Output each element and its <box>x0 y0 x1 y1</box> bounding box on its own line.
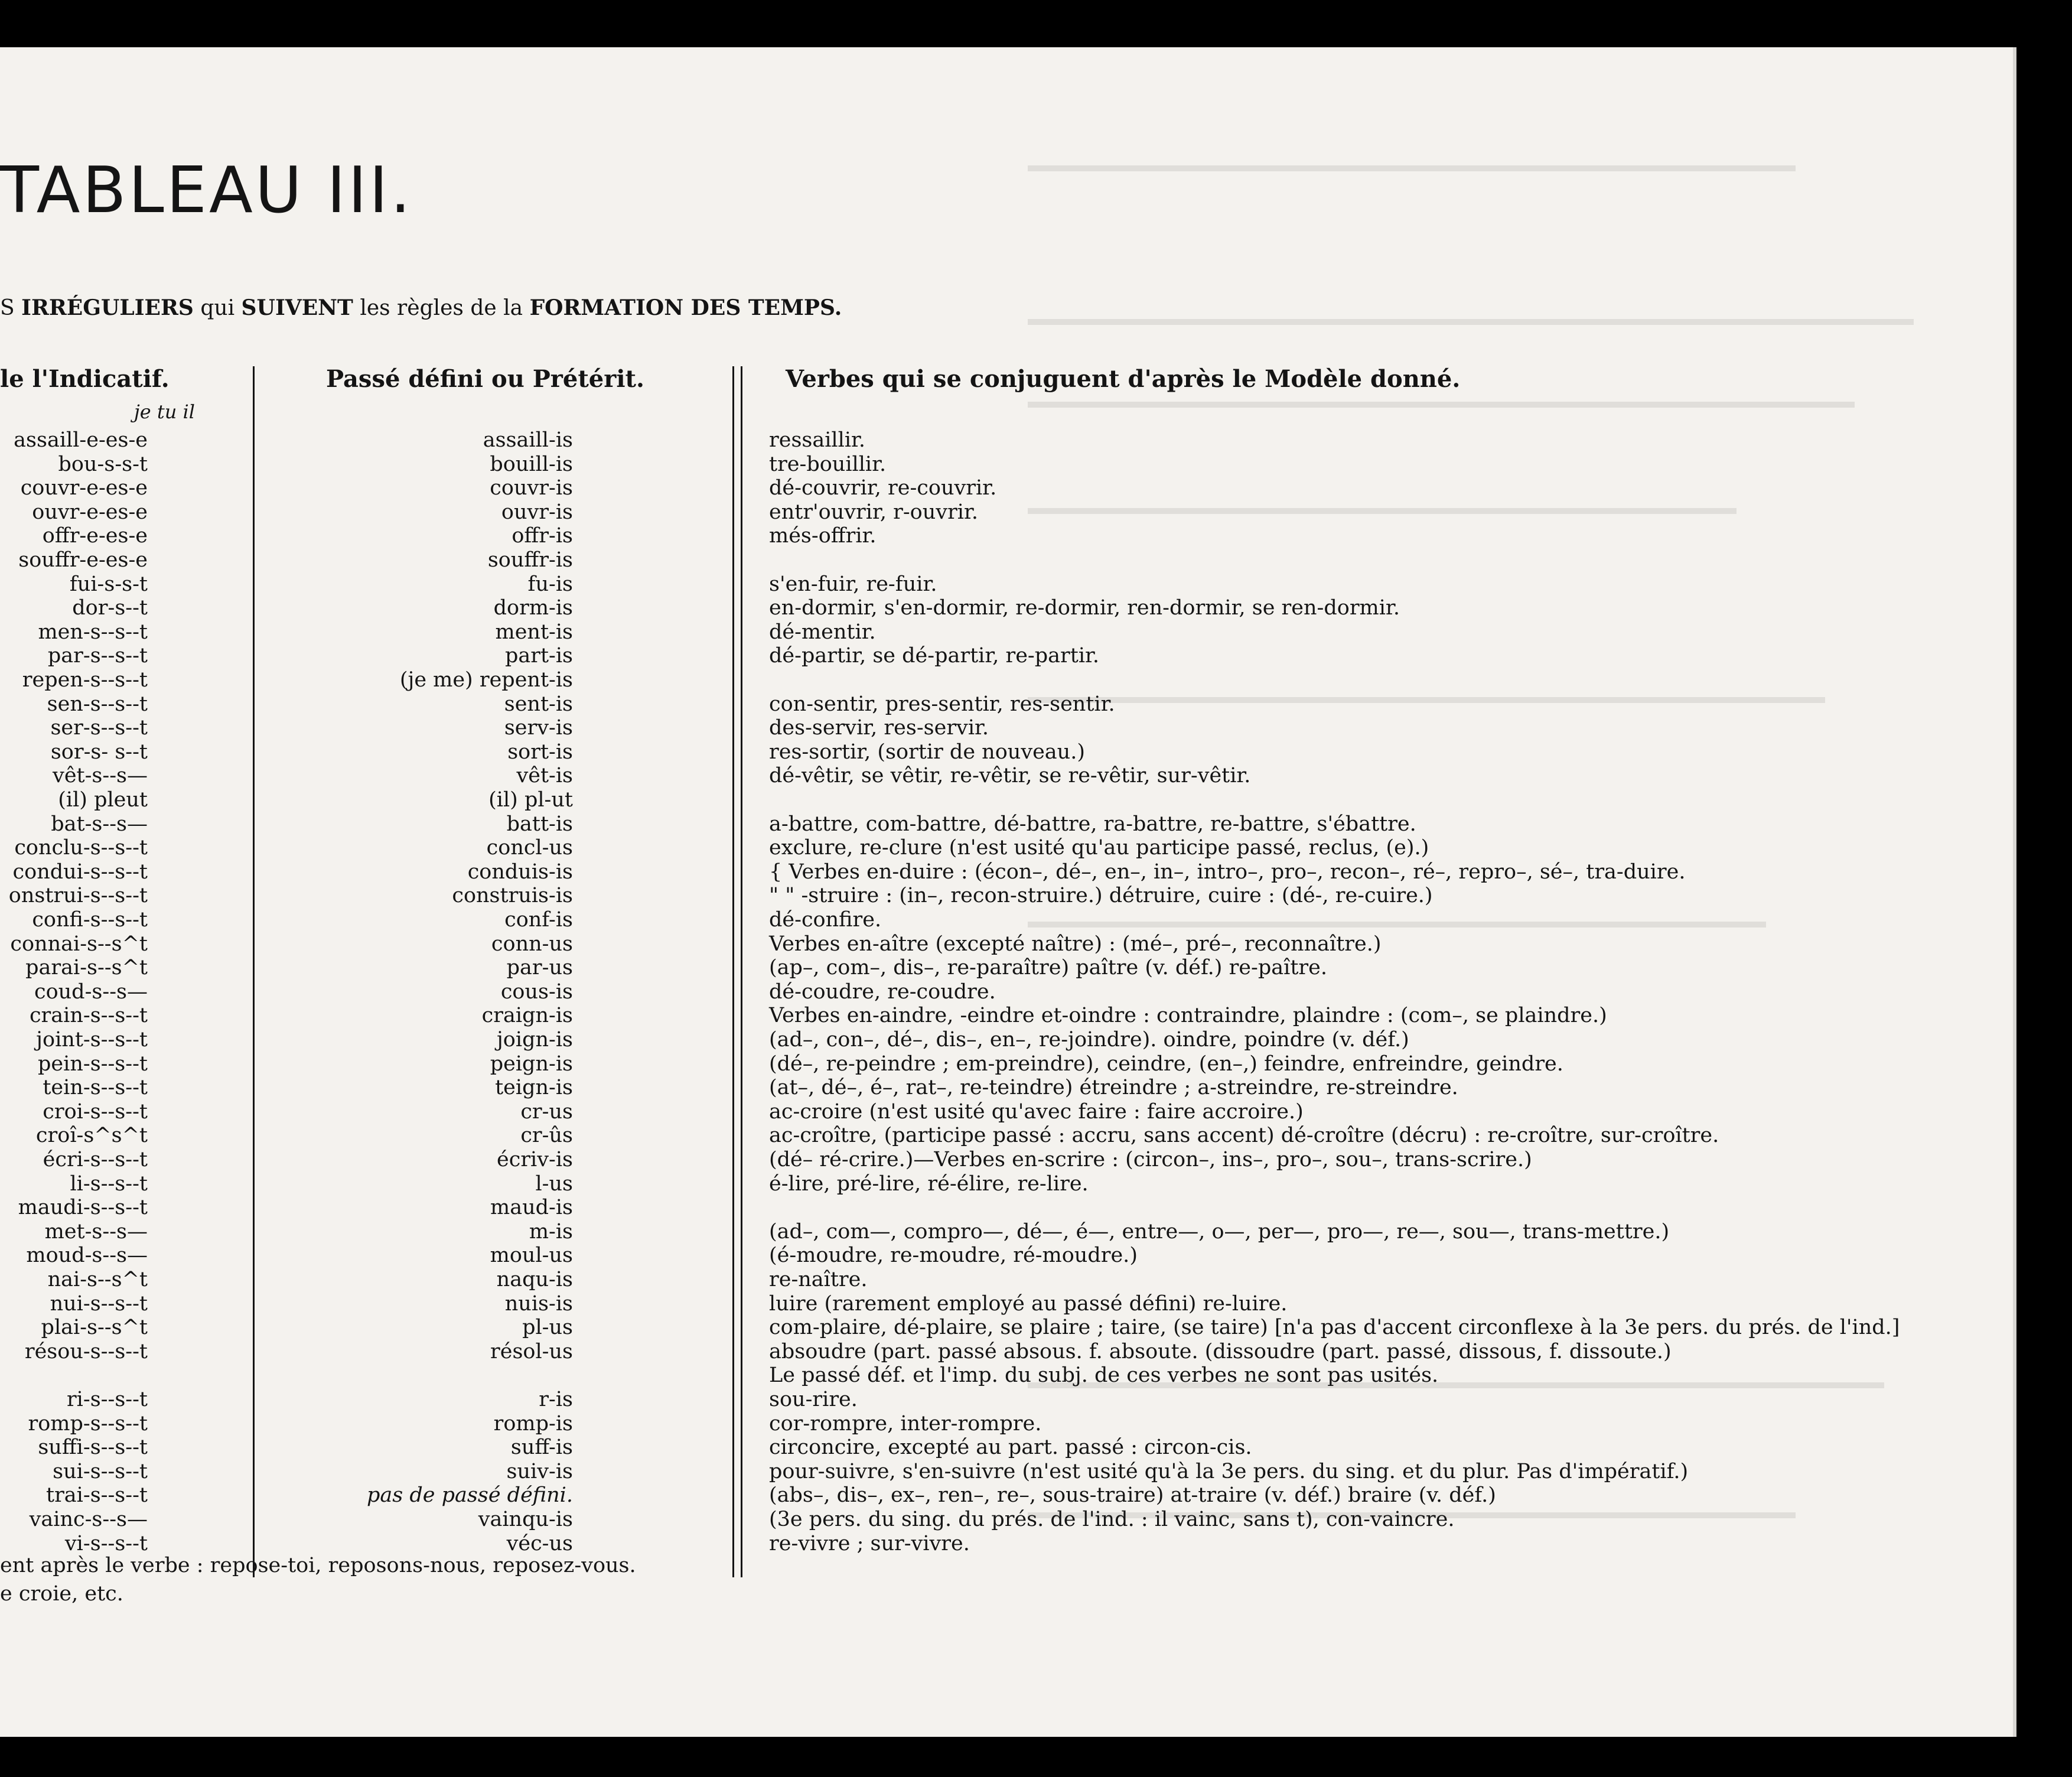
present-cell: joint-s--s--t <box>36 1028 148 1052</box>
present-cell: tein-s--s--t <box>43 1076 148 1099</box>
derived-verbs-cell: Verbes en-aître (excepté naître) : (mé–, pré–, reconnaître.) <box>769 932 1382 956</box>
present-cell: vainc-s--s— <box>29 1508 148 1531</box>
present-cell: ouvr-e-es-e <box>32 500 148 524</box>
derived-verbs-cell: tre-bouillir. <box>769 453 887 476</box>
passe-defini-cell: concl-us <box>486 836 573 860</box>
present-cell: men-s--s--t <box>38 620 148 644</box>
derived-verbs-cell: ac-croître, (participe passé : accru, sans accent) dé-croître (décru) : re-croître, sur-croître. <box>769 1124 1719 1147</box>
derived-verbs-cell: re-vivre ; sur-vivre. <box>769 1532 970 1555</box>
derived-verbs-cell: (3e pers. du sing. du prés. de l'ind. : il vainc, sans t), con-vaincre. <box>769 1508 1455 1531</box>
derived-verbs-cell: entr'ouvrir, r-ouvrir. <box>769 500 978 524</box>
passe-defini-cell: l-us <box>535 1172 573 1196</box>
present-cell: écri-s--s--t <box>43 1148 148 1171</box>
present-cell: sui-s--s--t <box>53 1460 148 1483</box>
passe-defini-cell: maud-is <box>490 1196 573 1219</box>
derived-verbs-cell: dé-mentir. <box>769 620 876 644</box>
passe-defini-cell: résol-us <box>490 1340 573 1363</box>
passe-defini-cell: r-is <box>539 1388 573 1411</box>
present-cell: résou-s--s--t <box>24 1340 148 1363</box>
derived-verbs-cell: (at–, dé–, é–, rat–, re-teindre) étreindre ; a-streindre, re-streindre. <box>769 1076 1458 1099</box>
passe-defini-cell: cr-ûs <box>520 1124 573 1147</box>
present-cell: confi-s--s--t <box>32 908 148 932</box>
derived-verbs-cell: a-battre, com-battre, dé-battre, ra-battre, re-battre, s'ébattre. <box>769 812 1416 836</box>
derived-verbs-cell: luire (rarement employé au passé défini) re-luire. <box>769 1292 1288 1316</box>
present-cell: pein-s--s--t <box>38 1052 148 1076</box>
derived-verbs-cell: sou-rire. <box>769 1388 858 1411</box>
derived-verbs-cell: { Verbes en-duire : (écon–, dé–, en–, in–, intro–, pro–, recon–, ré–, repro–, sé–, tra-duire. <box>769 860 1686 884</box>
present-cell: trai-s--s--t <box>46 1483 148 1507</box>
passe-defini-cell: (je me) repent-is <box>399 668 573 692</box>
present-cell: (il) pleut <box>58 788 148 812</box>
present-cell: dor-s--t <box>72 596 148 620</box>
present-cell: ri-s--s--t <box>66 1388 148 1411</box>
passe-defini-cell: ouvr-is <box>501 500 573 524</box>
passe-defini-cell: craign-is <box>481 1004 573 1027</box>
derived-verbs-cell: ressaillir. <box>769 428 866 452</box>
derived-verbs-cell: (ad–, com—, compro—, dé—, é—, entre—, o—, per—, pro—, re—, sou—, trans-mettre.) <box>769 1220 1670 1244</box>
footer-note-1: ent après le verbe : repose-toi, reposons-nous, reposez-vous. <box>0 1554 636 1577</box>
present-cell: moud-s--s— <box>26 1244 148 1267</box>
column-divider-2a <box>732 366 734 1577</box>
present-cell: par-s--s--t <box>47 644 148 668</box>
passe-defini-cell: peign-is <box>490 1052 573 1076</box>
passe-defini-cell: cous-is <box>500 980 573 1004</box>
passe-defini-cell: moul-us <box>490 1244 573 1267</box>
present-cell: vêt-s--s— <box>53 764 148 787</box>
passe-defini-cell: conduis-is <box>467 860 573 884</box>
present-cell: repen-s--s--t <box>22 668 148 692</box>
present-cell: couvr-e-es-e <box>20 476 148 500</box>
passe-defini-cell: sort-is <box>507 740 573 764</box>
derived-verbs-cell: (é-moudre, re-moudre, ré-moudre.) <box>769 1244 1138 1267</box>
present-cell: connai-s--s^t <box>10 932 148 956</box>
derived-verbs-cell: com-plaire, dé-plaire, se plaire ; taire, (se taire) [n'a pas d'accent circonflexe à la 3e pers. du prés. de l'ind.] <box>769 1316 1900 1339</box>
passe-defini-cell: pas de passé défini. <box>367 1483 573 1507</box>
passe-defini-cell: part-is <box>504 644 573 668</box>
passe-defini-cell: vainqu-is <box>478 1508 573 1531</box>
derived-verbs-cell: (dé– ré-crire.)—Verbes en-scrire : (circon–, ins–, pro–, sou–, trans-scrire.) <box>769 1148 1532 1171</box>
passe-defini-cell: conn-us <box>491 932 573 956</box>
derived-verbs-cell: (ap–, com–, dis–, re-paraître) paître (v. déf.) re-paître. <box>769 956 1327 979</box>
present-cell: onstrui-s--s--t <box>8 884 148 907</box>
derived-verbs-cell: con-sentir, pres-sentir, res-sentir. <box>769 692 1115 716</box>
page-title: TABLEAU III. <box>0 154 413 227</box>
header-verbes-modele: Verbes qui se conjuguent d'après le Modèle donné. <box>786 365 1461 393</box>
derived-verbs-cell: dé-partir, se dé-partir, re-partir. <box>769 644 1100 668</box>
passe-defini-cell: m-is <box>529 1220 573 1244</box>
passe-defini-cell: naqu-is <box>496 1268 573 1291</box>
derived-verbs-cell: " " -struire : (in–, recon-struire.) détruire, cuire : (dé-, re-cuire.) <box>769 884 1433 907</box>
present-cell: maudi-s--s--t <box>18 1196 148 1219</box>
derived-verbs-cell: re-naître. <box>769 1268 868 1291</box>
present-cell: croî-s^s^t <box>35 1124 148 1147</box>
present-cell: parai-s--s^t <box>25 956 148 979</box>
passe-defini-cell: nuis-is <box>504 1292 573 1316</box>
document-page <box>0 47 2016 1737</box>
present-cell: sen-s--s--t <box>47 692 148 716</box>
passe-defini-cell: construis-is <box>452 884 573 907</box>
passe-defini-cell: sent-is <box>504 692 573 716</box>
passe-defini-cell: couvr-is <box>490 476 573 500</box>
present-cell: li-s--s--t <box>70 1172 148 1196</box>
passe-defini-cell: teign-is <box>495 1076 573 1099</box>
present-cell: coud-s--s— <box>34 980 148 1004</box>
derived-verbs-cell: dé-confire. <box>769 908 882 932</box>
passe-defini-cell: écriv-is <box>497 1148 573 1171</box>
present-cell: nui-s--s--t <box>50 1292 148 1316</box>
passe-defini-cell: joign-is <box>496 1028 573 1052</box>
derived-verbs-cell: cor-rompre, inter-rompre. <box>769 1412 1042 1436</box>
derived-verbs-cell: (abs–, dis–, ex–, ren–, re–, sous-traire) at-traire (v. déf.) braire (v. déf.) <box>769 1483 1496 1507</box>
passe-defini-cell: véc-us <box>506 1532 573 1555</box>
passe-defini-cell: ment-is <box>495 620 573 644</box>
passe-defini-cell: (il) pl-ut <box>488 788 573 812</box>
present-cell: bou-s-s-t <box>58 453 148 476</box>
present-cell: romp-s--s--t <box>28 1412 148 1436</box>
present-cell: crain-s--s--t <box>29 1004 148 1027</box>
column-divider-1 <box>253 366 255 1577</box>
header-present-indicatif: le l'Indicatif. <box>0 365 170 393</box>
derived-verbs-cell: exclure, re-clure (n'est usité qu'au participe passé, reclus, (e).) <box>769 836 1429 860</box>
present-cell: vi-s--s--t <box>64 1532 148 1555</box>
header-passe-defini: Passé défini ou Prétérit. <box>326 365 644 393</box>
derived-verbs-cell: dé-couvrir, re-couvrir. <box>769 476 997 500</box>
person-labels: je tu il <box>133 401 195 423</box>
derived-verbs-cell: pour-suivre, s'en-suivre (n'est usité qu'à la 3e pers. du sing. et du plur. Pas d'impératif.) <box>769 1460 1689 1483</box>
passe-defini-cell: suiv-is <box>506 1460 573 1483</box>
passe-defini-cell: assaill-is <box>483 428 573 452</box>
present-cell: fui-s-s-t <box>69 572 148 596</box>
derived-verbs-cell: res-sortir, (sortir de nouveau.) <box>769 740 1085 764</box>
passe-defini-cell: romp-is <box>493 1412 573 1436</box>
passe-defini-cell: bouill-is <box>490 453 573 476</box>
derived-verbs-cell: (ad–, con–, dé–, dis–, en–, re-joindre). oindre, poindre (v. déf.) <box>769 1028 1409 1052</box>
present-cell: conclu-s--s--t <box>14 836 148 860</box>
derived-verbs-cell: dé-vêtir, se vêtir, re-vêtir, se re-vêtir, sur-vêtir. <box>769 764 1251 787</box>
present-cell: assaill-e-es-e <box>14 428 148 452</box>
derived-verbs-cell: més-offrir. <box>769 524 877 548</box>
derived-verbs-cell: des-servir, res-servir. <box>769 716 989 740</box>
present-cell: met-s--s— <box>44 1220 148 1244</box>
derived-verbs-cell: absoudre (part. passé absous. f. absoute. (dissoudre (part. passé, dissous, f. dissoute.) <box>769 1340 1672 1363</box>
passe-defini-cell: serv-is <box>504 716 573 740</box>
derived-verbs-cell: ac-croire (n'est usité qu'avec faire : faire accroire.) <box>769 1100 1304 1124</box>
derived-verbs-cell: (dé–, re-peindre ; em-preindre), ceindre, (en–,) feindre, enfreindre, geindre. <box>769 1052 1563 1076</box>
passe-defini-cell: souffr-is <box>487 548 573 572</box>
present-cell: plai-s--s^t <box>41 1316 148 1339</box>
present-cell: offr-e-es-e <box>42 524 148 548</box>
passe-defini-cell: pl-us <box>522 1316 573 1339</box>
present-cell: souffr-e-es-e <box>18 548 148 572</box>
column-divider-2b <box>741 366 742 1577</box>
passe-defini-cell: par-us <box>506 956 573 979</box>
derived-verbs-cell: dé-coudre, re-coudre. <box>769 980 996 1004</box>
present-cell: condui-s--s--t <box>12 860 148 884</box>
present-cell: nai-s--s^t <box>47 1268 148 1291</box>
passe-defini-cell: conf-is <box>504 908 573 932</box>
passe-defini-cell: batt-is <box>506 812 573 836</box>
present-cell: bat-s--s— <box>51 812 148 836</box>
derived-verbs-cell: s'en-fuir, re-fuir. <box>769 572 937 596</box>
footer-note-2: e croie, etc. <box>0 1582 123 1606</box>
present-cell: suffi-s--s--t <box>38 1436 148 1459</box>
subtitle: S IRRÉGULIERS qui SUIVENT les règles de la FORMATION DES TEMPS. <box>0 295 842 320</box>
passe-defini-cell: vêt-is <box>516 764 573 787</box>
passe-defini-cell: dorm-is <box>493 596 573 620</box>
passe-defini-cell: fu-is <box>527 572 573 596</box>
derived-verbs-cell: circoncire, excepté au part. passé : circon-cis. <box>769 1436 1252 1459</box>
passe-defini-cell: suff-is <box>510 1436 573 1459</box>
derived-verbs-cell: en-dormir, s'en-dormir, re-dormir, ren-dormir, se ren-dormir. <box>769 596 1400 620</box>
present-cell: sor-s- s--t <box>50 740 148 764</box>
derived-verbs-cell: Verbes en-aindre, -eindre et-oindre : contraindre, plaindre : (com–, se plaindre.) <box>769 1004 1607 1027</box>
passe-defini-cell: offr-is <box>512 524 573 548</box>
passe-defini-cell: cr-us <box>520 1100 573 1124</box>
derived-verbs-cell: é-lire, pré-lire, ré-élire, re-lire. <box>769 1172 1089 1196</box>
present-cell: ser-s--s--t <box>50 716 148 740</box>
derived-verbs-cell: Le passé déf. et l'imp. du subj. de ces verbes ne sont pas usités. <box>769 1363 1439 1387</box>
present-cell: croi-s--s--t <box>43 1100 148 1124</box>
